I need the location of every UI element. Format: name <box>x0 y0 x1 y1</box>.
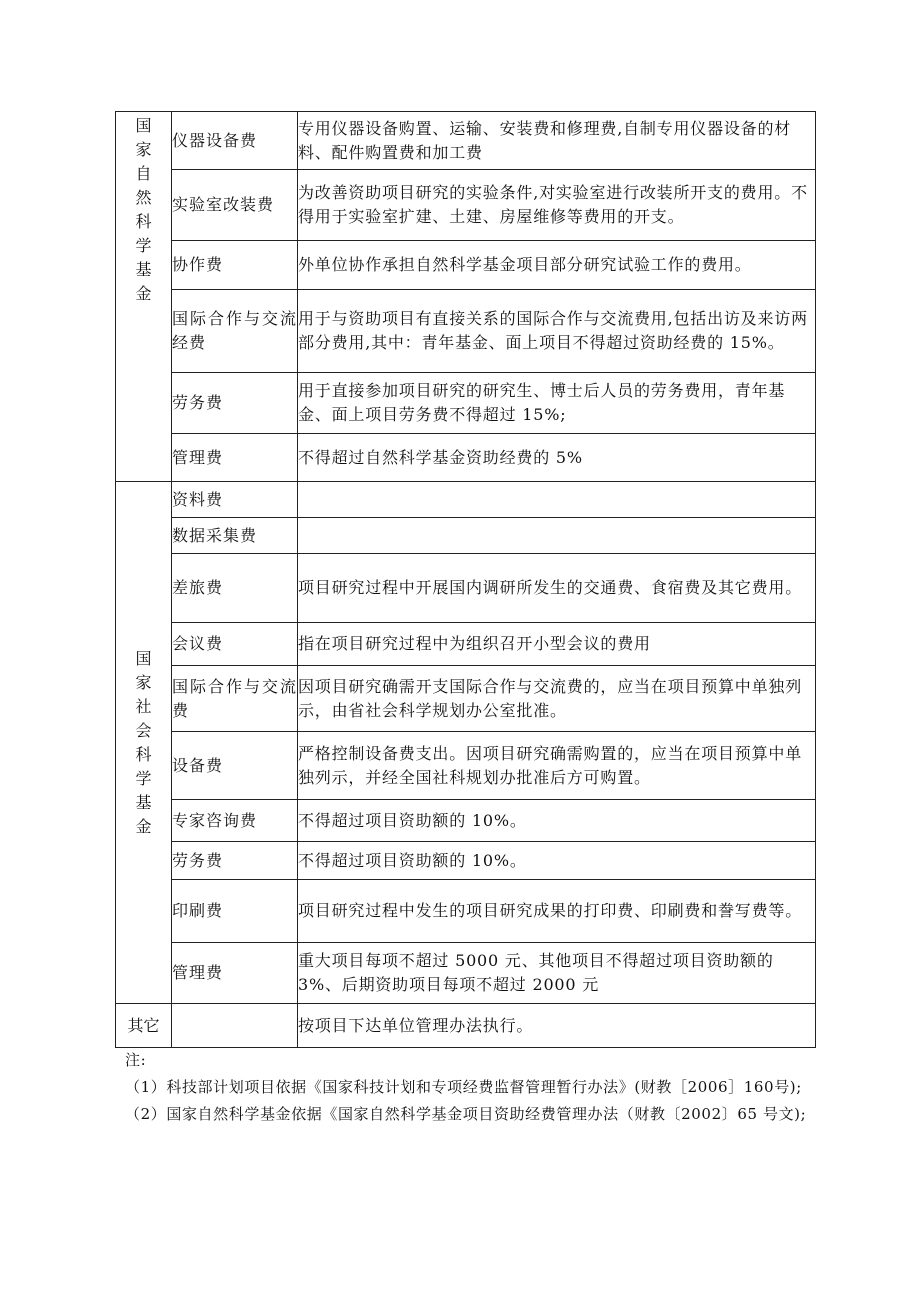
item-label: 劳务费 <box>172 842 298 880</box>
item-description: 专用仪器设备购置、运输、安装费和修理费,自制专用仪器设备的材料、配件购置费和加工费 <box>298 112 816 170</box>
table-row <box>116 170 816 241</box>
item-description: 指在项目研究过程中为组织召开小型会议的费用 <box>298 623 816 666</box>
table-row <box>116 880 816 943</box>
item-description: 不得超过自然科学基金资助经费的 5% <box>298 434 816 482</box>
table-row <box>116 518 816 554</box>
table-row <box>116 623 816 666</box>
item-label: 协作费 <box>172 241 298 290</box>
item-description: 为改善资助项目研究的实验条件,对实验室进行改装所开支的费用。不得用于实验室扩建、土建、房屋维修等费用的开支。 <box>298 170 816 241</box>
notes-title: 注: <box>125 1051 147 1069</box>
notes-section <box>125 1047 815 1128</box>
table-row <box>116 1004 816 1048</box>
note-item-1: （1）科技部计划项目依据《国家科技计划和专项经费监督管理暂行办法》(财教［2006］160号); <box>125 1078 802 1096</box>
item-description: 项目研究过程中开展国内调研所发生的交通费、食宿费及其它费用。 <box>298 554 816 623</box>
item-label: 仪器设备费 <box>172 112 298 170</box>
table-row <box>116 943 816 1004</box>
funding-category-table <box>115 111 816 1048</box>
table-row <box>116 842 816 880</box>
table-row <box>116 373 816 434</box>
item-description: 因项目研究确需开支国际合作与交流费的，应当在项目预算中单独列示，由省社会科学规划办公室批准。 <box>298 666 816 732</box>
table-row <box>116 241 816 290</box>
item-label: 国际合作与交流费 <box>172 666 298 732</box>
item-label: 差旅费 <box>172 554 298 623</box>
item-label: 劳务费 <box>172 373 298 434</box>
group-label-nssf: 国家社会科学基金 <box>116 482 172 1004</box>
item-label: 会议费 <box>172 623 298 666</box>
item-description: 外单位协作承担自然科学基金项目部分研究试验工作的费用。 <box>298 241 816 290</box>
table-row <box>116 554 816 623</box>
item-label: 实验室改装费 <box>172 170 298 241</box>
table-row <box>116 800 816 842</box>
item-label: 资料费 <box>172 482 298 518</box>
item-description: 不得超过项目资助额的 10%。 <box>298 800 816 842</box>
item-description: 严格控制设备费支出。因项目研究确需购置的，应当在项目预算中单独列示，并经全国社科规划办批准后方可购置。 <box>298 732 816 800</box>
item-description: 用于直接参加项目研究的研究生、博士后人员的劳务费用，青年基金、面上项目劳务费不得超过 15%; <box>298 373 816 434</box>
item-description: 用于与资助项目有直接关系的国际合作与交流费用,包括出访及来访两部分费用,其中：青年基金、面上项目不得超过资助经费的 15%。 <box>298 290 816 373</box>
item-label: 设备费 <box>172 732 298 800</box>
table-row <box>116 112 816 170</box>
item-label: 管理费 <box>172 943 298 1004</box>
item-description: 项目研究过程中发生的项目研究成果的打印费、印刷费和誊写费等。 <box>298 880 816 943</box>
table-row <box>116 290 816 373</box>
item-label <box>172 1004 298 1048</box>
item-label: 印刷费 <box>172 880 298 943</box>
item-description: 按项目下达单位管理办法执行。 <box>298 1004 816 1048</box>
item-description: 不得超过项目资助额的 10%。 <box>298 842 816 880</box>
item-description <box>298 482 816 518</box>
table-row <box>116 434 816 482</box>
table-row <box>116 482 816 518</box>
item-label: 数据采集费 <box>172 518 298 554</box>
item-label: 专家咨询费 <box>172 800 298 842</box>
group-label-other: 其它 <box>116 1004 172 1048</box>
item-label: 国际合作与交流经费 <box>172 290 298 373</box>
table-row <box>116 732 816 800</box>
item-description <box>298 518 816 554</box>
table-row <box>116 666 816 732</box>
note-item-2: （2）国家自然科学基金依据《国家自然科学基金项目资助经费管理办法（财教〔2002〕65 号文); <box>125 1105 807 1123</box>
item-label: 管理费 <box>172 434 298 482</box>
group-label-nsfc: 国家自然科学基金 <box>116 112 172 482</box>
item-description: 重大项目每项不超过 5000 元、其他项目不得超过项目资助额的 3%、后期资助项目每项不超过 2000 元 <box>298 943 816 1004</box>
